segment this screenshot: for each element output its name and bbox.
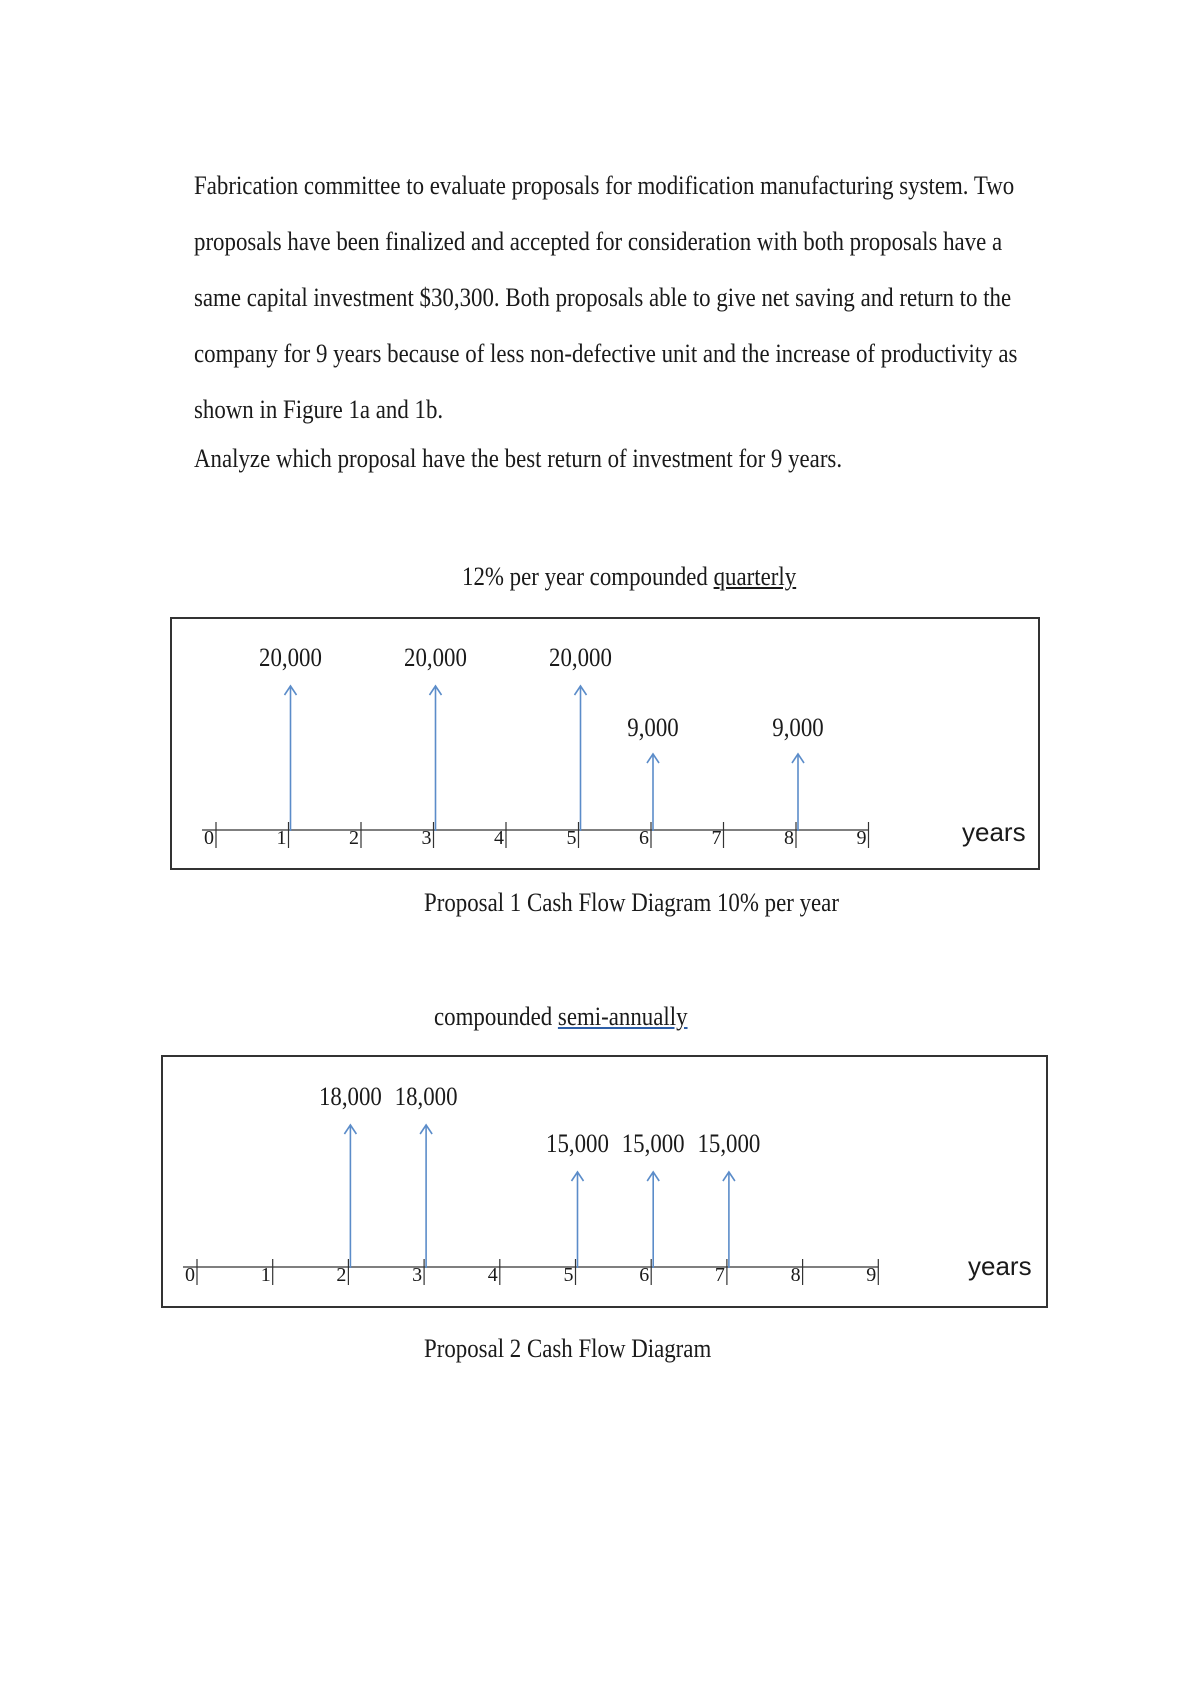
proposal1-caption: Proposal 1 Cash Flow Diagram 10% per year [424, 888, 839, 917]
proposal2-period-label: 2 [336, 1264, 347, 1286]
proposal2-rate-prefix: compounded [434, 1002, 558, 1031]
proposal1-cash-flow-value: 9,000 [772, 713, 824, 743]
proposal1-period-label: 2 [349, 827, 359, 849]
proposal1-period-label: 0 [204, 827, 214, 849]
question-text: Analyze which proposal have the best return of investment for 9 years. [194, 444, 843, 473]
problem-line: same capital investment $30,300. Both proposals able to give net saving and return to the [194, 283, 1012, 312]
problem-line: proposals have been finalized and accepted for consideration with both proposals have a [194, 227, 1003, 256]
proposal2-cash-flow-value: 18,000 [318, 1082, 382, 1112]
proposal1-period-label: 1 [276, 827, 287, 849]
proposal1-cash-flow-value: 20,000 [259, 643, 322, 673]
proposal1-period-label: 6 [639, 827, 649, 849]
proposal2-period-label: 9 [866, 1264, 877, 1286]
proposal1-rate-prefix: 12% per year compounded [462, 562, 714, 591]
proposal1-rate [462, 562, 796, 592]
proposal2-rate [434, 1002, 688, 1032]
problem-line: Fabrication committee to evaluate proposals for modification manufacturing system. Two [194, 171, 1015, 200]
proposal2-period-label: 4 [487, 1264, 498, 1286]
proposal1-cash-flow-diagram [170, 617, 1040, 870]
proposal1-cash-flow-value: 20,000 [404, 643, 467, 673]
problem-line: company for 9 years because of less non-defective unit and the increase of productivity as [194, 339, 1018, 368]
proposal2-cash-flow-value: 15,000 [621, 1129, 685, 1159]
proposal2-caption: Proposal 2 Cash Flow Diagram [424, 1334, 712, 1363]
proposal1-cash-flow-value: 20,000 [549, 643, 612, 673]
proposal2-cash-flow-value: 15,000 [546, 1129, 609, 1159]
proposal2-period-label: 1 [260, 1264, 271, 1286]
proposal1-period-label: 5 [566, 827, 577, 849]
proposal1-diagram-canvas [172, 619, 1038, 868]
proposal1-unit-label: years [962, 817, 1026, 847]
proposal2-period-label: 3 [412, 1264, 423, 1286]
proposal1-period-label: 9 [856, 827, 867, 849]
proposal2-period-label: 0 [185, 1264, 195, 1286]
proposal1-period-label: 8 [784, 827, 794, 849]
problem-paragraph [194, 158, 1018, 438]
proposal1-period-label: 7 [711, 827, 722, 849]
proposal2-cash-flow-value: 18,000 [394, 1082, 458, 1112]
proposal2-period-label: 7 [714, 1264, 725, 1286]
proposal1-period-label: 4 [494, 827, 504, 849]
proposal1-rate-period: quarterly [713, 562, 797, 591]
proposal1-period-label: 3 [421, 827, 432, 849]
proposal2-period-label: 5 [563, 1264, 574, 1286]
problem-line: shown in Figure 1a and 1b. [194, 395, 444, 424]
proposal1-cash-flow-value: 9,000 [627, 713, 679, 743]
proposal2-period-label: 8 [790, 1264, 801, 1286]
proposal2-period-label: 6 [639, 1264, 650, 1286]
proposal2-unit-label: years [968, 1251, 1032, 1281]
proposal2-cash-flow-diagram [161, 1055, 1048, 1308]
proposal2-rate-period: semi-annually [557, 1002, 688, 1031]
proposal2-cash-flow-value: 15,000 [697, 1129, 761, 1159]
proposal2-diagram-canvas [163, 1057, 1046, 1306]
